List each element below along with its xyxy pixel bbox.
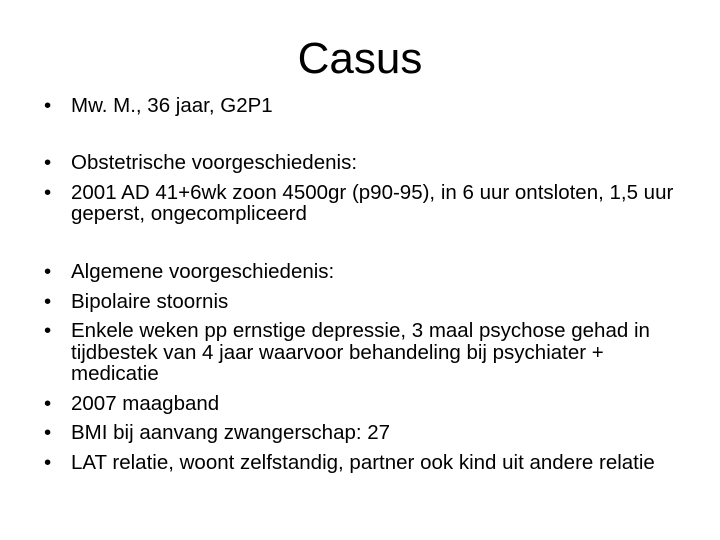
bullet-icon: • — [44, 180, 52, 204]
bullet-group-general-history — [44, 261, 684, 481]
bullet-text: 2007 maagband — [71, 391, 220, 415]
bullet-icon: • — [44, 260, 52, 283]
slide-title: Casus — [297, 34, 423, 83]
bullet-icon: • — [44, 289, 52, 313]
bullet-text: BMI bij aanvang zwangerschap: 27 — [71, 421, 391, 444]
bullet-item — [44, 452, 684, 474]
bullet-group-obstetric-history — [44, 152, 684, 233]
bullet-item — [44, 320, 684, 385]
bullet-text: Algemene voorgeschiedenis: — [71, 260, 335, 283]
bullet-text: Bipolaire stoornis — [71, 289, 229, 313]
bullet-text: Mw. M., 36 jaar, G2P1 — [71, 94, 273, 117]
bullet-item — [44, 182, 684, 225]
bullet-text: Enkele weken pp ernstige depressie, 3 maal psychose gehad in tijdbestek van 4 jaar waarvoor behandeling bij psychiater + medicatie — [71, 319, 650, 385]
bullet-icon: • — [44, 319, 52, 342]
bullet-item — [44, 152, 684, 174]
bullet-item — [44, 291, 684, 313]
bullet-group-patient — [44, 95, 684, 125]
bullet-item — [44, 422, 684, 444]
bullet-icon: • — [44, 450, 52, 474]
bullet-item — [44, 393, 684, 415]
bullet-item — [44, 95, 684, 117]
bullet-icon: • — [44, 151, 52, 174]
bullet-icon: • — [44, 421, 52, 444]
bullet-item — [44, 261, 684, 283]
bullet-text: 2001 AD 41+6wk zoon 4500gr (p90-95), in 6 uur ontsloten, 1,5 uur geperst, ongecompliceerd — [71, 180, 674, 225]
bullet-icon: • — [44, 94, 52, 117]
bullet-text: LAT relatie, woont zelfstandig, partner ook kind uit andere relatie — [71, 450, 655, 474]
bullet-icon: • — [44, 391, 52, 415]
bullet-text: Obstetrische voorgeschiedenis: — [71, 151, 358, 174]
